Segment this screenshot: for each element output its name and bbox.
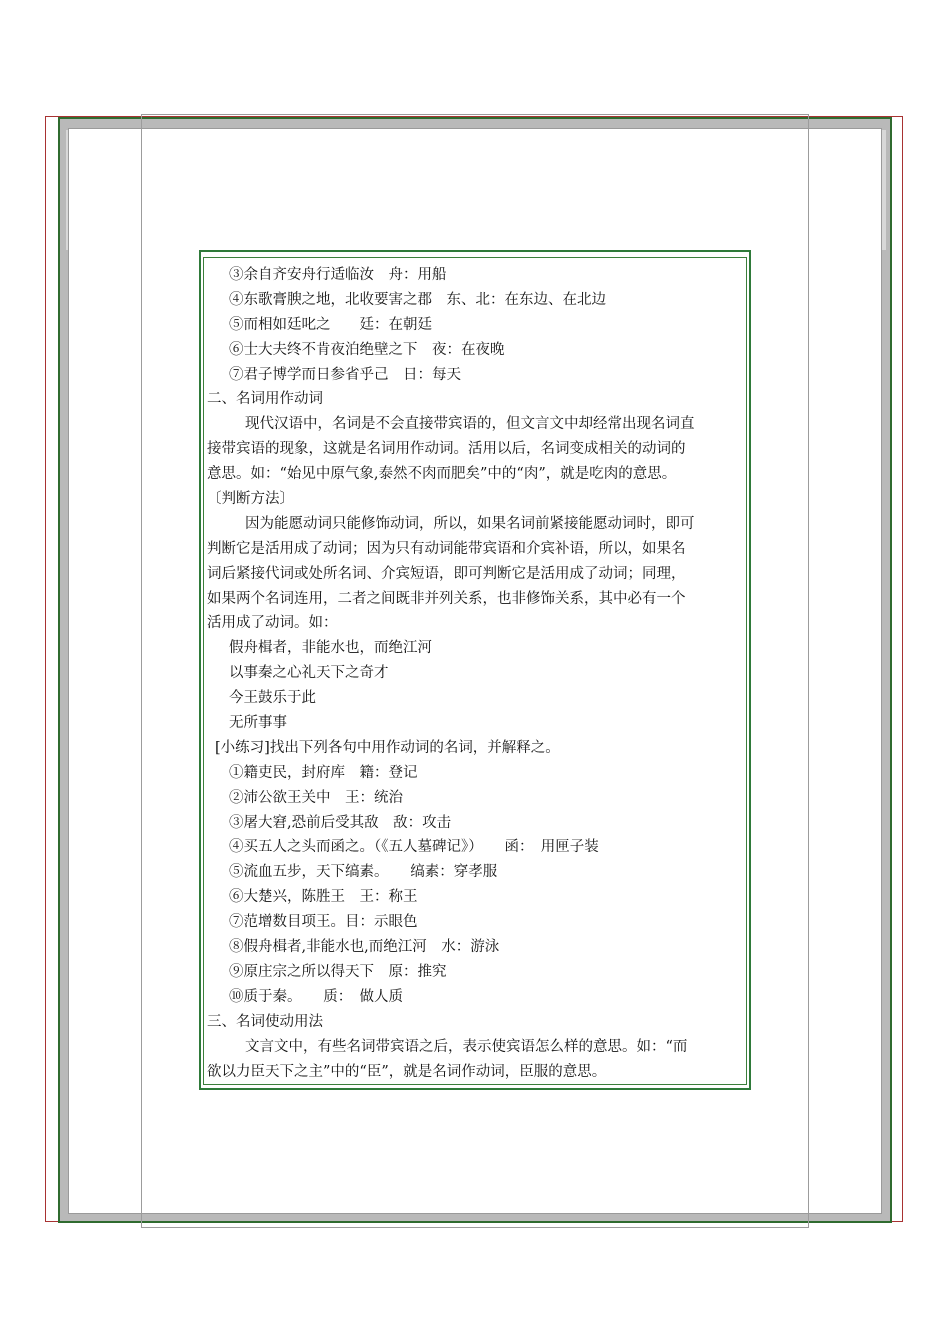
section-heading: 二、名词用作动词 — [207, 391, 323, 408]
text-line: ⑤而相如廷叱之 廷：在朝廷 — [229, 316, 432, 333]
text-line: 文言文中，有些名词带宾语之后，表示使宾语怎么样的意思。如：“而 — [245, 1038, 688, 1055]
text-line: 意思。如：“始见中原气象,泰然不肉而肥矣”中的“肉”，就是吃肉的意思。 — [207, 466, 677, 483]
text-line: 如果两个名词连用，二者之间既非并列关系，也非修饰关系，其中必有一个 — [207, 590, 686, 607]
exercise-item: ④买五人之头而函之。（《五人墓碑记》） 函： 用匣子装 — [229, 839, 599, 856]
left-highlight — [66, 130, 68, 250]
section-heading: 三、名词使动用法 — [207, 1013, 323, 1030]
exercise-item: ②沛公欲王关中 王：统治 — [229, 789, 403, 806]
exercise-item: ⑨原庄宗之所以得天下 原：推究 — [229, 963, 447, 980]
example-line: 无所事事 — [229, 715, 287, 732]
text-line: ⑥士大夫终不肯夜泊绝壁之下 夜：在夜晚 — [229, 341, 505, 358]
text-line: 词后紧接代词或处所名词、介宾短语，即可判断它是活用成了动词；同理， — [207, 565, 686, 582]
exercise-item: ①籍吏民，封府库 籍：登记 — [229, 764, 418, 781]
example-line: 假舟楫者，非能水也，而绝江河 — [229, 640, 432, 657]
example-line: 今王鼓乐于此 — [229, 690, 316, 707]
text-line: ⑦君子博学而日参省乎己 日：每天 — [229, 366, 461, 383]
text-line: 活用成了动词。如： — [207, 615, 338, 632]
exercise-item: ⑩质于秦。 质： 做人质 — [229, 988, 403, 1005]
document-text — [207, 263, 745, 1084]
exercise-item: ⑧假舟楫者,非能水也,而绝江河 水：游泳 — [229, 939, 500, 956]
exercise-item: ③屠大窘,恐前后受其敌 敌：攻击 — [229, 814, 452, 831]
text-line: 欲以力臣天下之主”中的“臣”，就是名词作动词，臣服的意思。 — [207, 1063, 607, 1080]
text-line: 接带宾语的现象，这就是名词用作动词。活用以后，名词变成相关的动词的 — [207, 441, 686, 458]
text-line: 因为能愿动词只能修饰动词，所以，如果名词前紧接能愿动词时，即可 — [245, 515, 695, 532]
text-line: ④东歌膏腴之地，北收要害之郡 东、北：在东边、在北边 — [229, 291, 606, 308]
exercise-item: ⑦范增数目项王。目：示眼色 — [229, 914, 418, 931]
text-line: ③余自齐安舟行适临汝 舟：用船 — [229, 267, 447, 283]
text-line: 现代汉语中，名词是不会直接带宾语的，但文言文中却经常出现名词直 — [245, 416, 695, 433]
right-highlight — [882, 130, 886, 250]
example-line: 以事秦之心礼天下之奇才 — [229, 665, 389, 682]
exercise-item: ⑤流血五步，天下缟素。 缟素：穿孝服 — [229, 864, 498, 881]
subheading: 〔判断方法〕 — [207, 491, 294, 508]
exercise-item: ⑥大楚兴，陈胜王 王：称王 — [229, 889, 418, 906]
text-line: 判断它是活用成了动词；因为只有动词能带宾语和介宾补语，所以，如果名 — [207, 540, 686, 557]
exercise-heading: [小练习]找出下列各句中用作动词的名词，并解释之。 — [215, 739, 560, 756]
